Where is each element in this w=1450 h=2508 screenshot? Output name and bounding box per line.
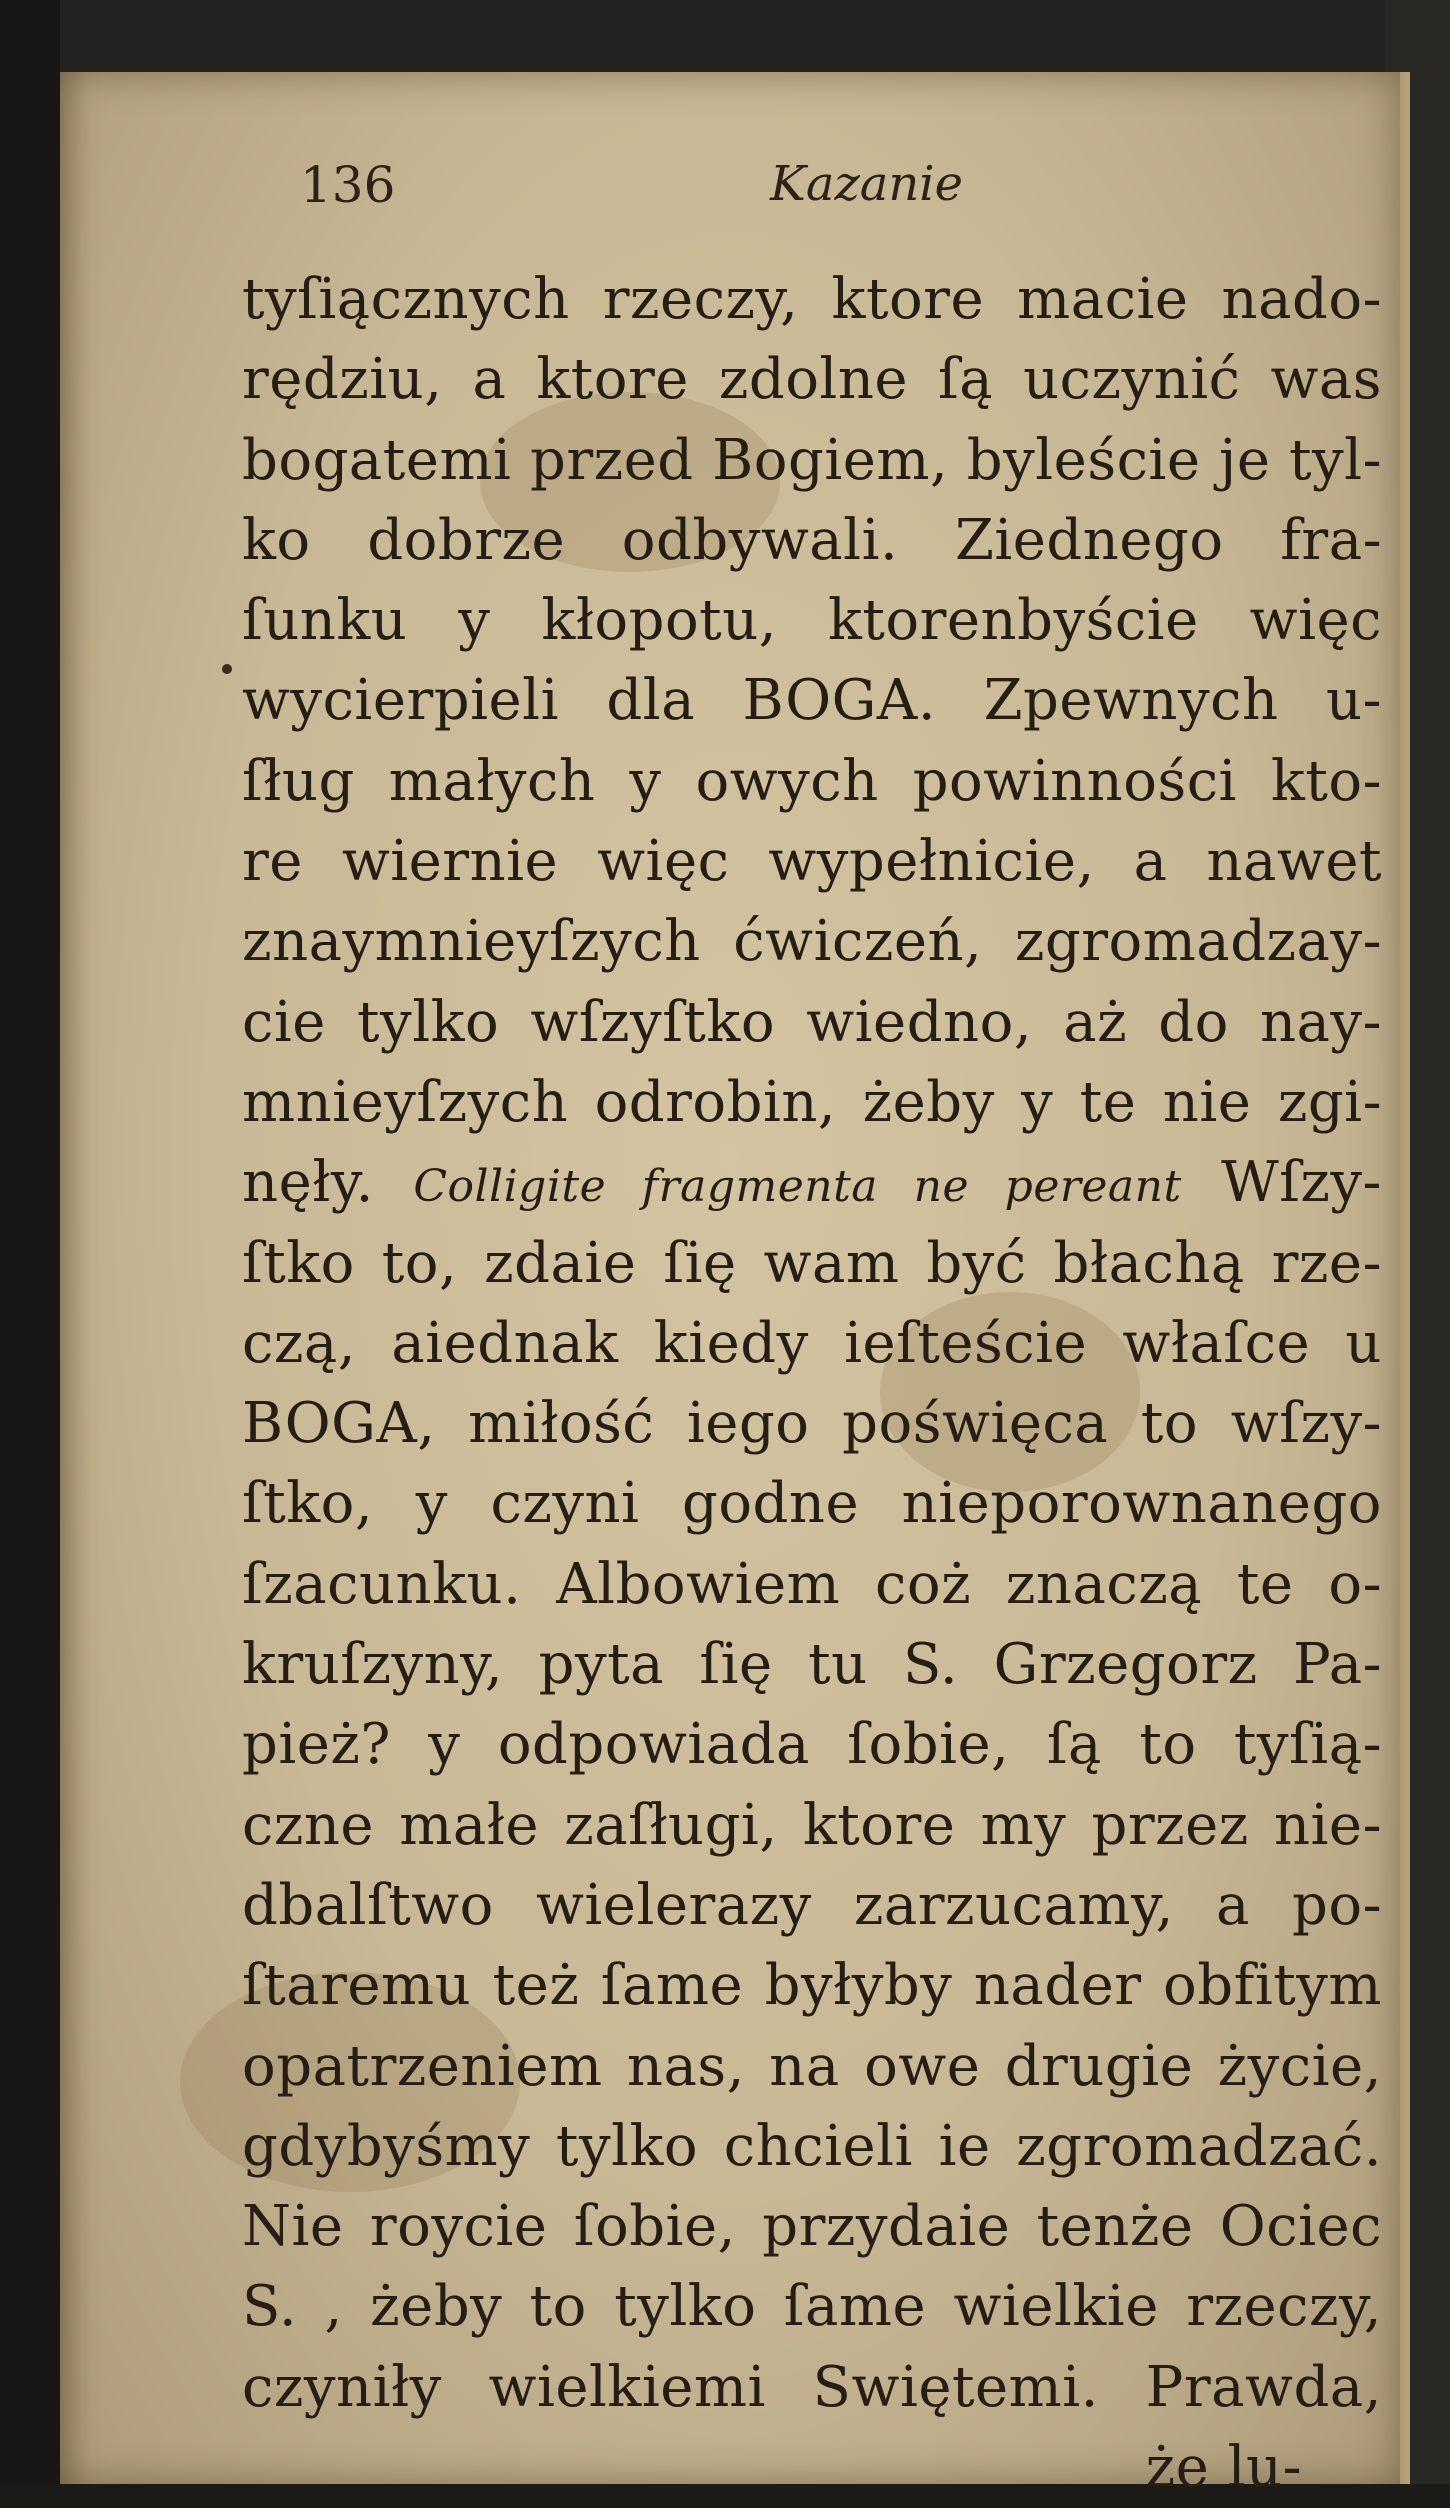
text-line xyxy=(242,340,1382,420)
text-span: znaymnieyſzych ćwiczeń, zgromadzay- xyxy=(242,909,1382,975)
text-span: dbalſtwo wielerazy zarzucamy, a po- xyxy=(242,1872,1382,1938)
text-line xyxy=(242,1464,1382,1544)
text-line xyxy=(242,2027,1382,2107)
scan-background-left xyxy=(0,0,60,2484)
page-header xyxy=(60,72,1400,214)
text-line xyxy=(242,2348,1382,2428)
text-line xyxy=(242,1545,1382,1625)
text-line xyxy=(242,1705,1382,1785)
text-span: rędziu, a ktore zdolne ſą uczynić was xyxy=(242,347,1382,413)
text-span: re wiernie więc wypełnicie, a nawet xyxy=(242,829,1382,895)
text-span: bogatemi przed Bogiem, byleście je tyl- xyxy=(242,427,1382,493)
text-line xyxy=(242,1063,1382,1143)
text-span: tyſiącznych rzeczy, ktore macie nado- xyxy=(242,267,1382,332)
text-span: mnieyſzych odrobin, żeby y te nie zgi- xyxy=(242,1069,1382,1135)
text-line xyxy=(242,501,1382,581)
scan-background-top xyxy=(0,0,1450,80)
text-span: ſtko to, zdaie ſię wam być błachą rze- xyxy=(242,1230,1382,1296)
text-span: nęły. xyxy=(242,1150,414,1216)
text-line xyxy=(242,2107,1382,2187)
text-line xyxy=(242,1143,1382,1223)
text-span: BOGA, miłość iego poświęca to wſzy- xyxy=(242,1391,1382,1457)
text-span: kruſzyny, pyta ſię tu S. Grzegorz Pa- xyxy=(242,1632,1382,1698)
text-span: ko dobrze odbywali. Ziednego fra- xyxy=(242,507,1382,573)
text-span: gdybyśmy tylko chcieli ie zgromadzać. xyxy=(242,2113,1382,2179)
text-line xyxy=(242,1224,1382,1304)
text-span: ſtko, y czyni godne nieporownanego xyxy=(242,1471,1382,1537)
book-page xyxy=(60,72,1400,2501)
text-line xyxy=(242,742,1382,822)
text-span: opatrzeniem nas, na owe drugie życie, xyxy=(242,2033,1382,2099)
running-title: Kazanie xyxy=(770,156,964,212)
text-span: ſzacunku. Albowiem coż znaczą te o- xyxy=(242,1551,1382,1617)
text-span: ſtaremu też ſame byłyby nader obfitym xyxy=(242,1953,1382,2019)
text-span: pież? y odpowiada ſobie, ſą to tyſią- xyxy=(242,1712,1382,1778)
text-span: ſunku y kłopotu, ktorenbyście więc xyxy=(242,588,1382,654)
text-span: czyniły wielkiemi Swiętemi. Prawda, xyxy=(242,2354,1382,2420)
catchword xyxy=(242,2428,1382,2508)
text-line xyxy=(242,1866,1382,1946)
text-line xyxy=(242,581,1382,661)
text-span: S. , żeby to tylko ſame wielkie rzeczy, xyxy=(242,2274,1382,2340)
text-line xyxy=(242,260,1382,340)
text-span: wycierpieli dla BOGA. Zpewnych u- xyxy=(242,668,1382,734)
text-line xyxy=(242,1946,1382,2026)
text-line xyxy=(242,1304,1382,1384)
text-line xyxy=(242,1625,1382,1705)
latin-quote: Colligite fragmenta ne pereant xyxy=(413,1161,1182,1213)
text-line xyxy=(242,983,1382,1063)
text-line xyxy=(242,1384,1382,1464)
text-span: czą, aiednak kiedy ieſteście właſce u xyxy=(242,1310,1382,1376)
text-line xyxy=(242,1786,1382,1866)
text-span: Nie roycie ſobie, przydaie tenże Ociec xyxy=(242,2194,1382,2260)
page-body-text xyxy=(242,260,1382,2508)
text-span: cie tylko wſzyſtko wiedno, aż do nay- xyxy=(242,989,1382,1055)
text-line xyxy=(242,2267,1382,2347)
text-line xyxy=(242,2187,1382,2267)
text-line xyxy=(242,822,1382,902)
margin-mark-dot xyxy=(222,664,232,674)
text-line xyxy=(242,902,1382,982)
page-number: 136 xyxy=(300,156,396,214)
text-span: ſług małych y owych powinności kto- xyxy=(242,748,1382,814)
text-span: że lu- xyxy=(1145,2435,1302,2501)
text-span: czne małe zaſługi, ktore my przez nie- xyxy=(242,1792,1382,1858)
text-line xyxy=(242,661,1382,741)
text-line xyxy=(242,421,1382,501)
text-span: Wſzy- xyxy=(1181,1150,1382,1216)
